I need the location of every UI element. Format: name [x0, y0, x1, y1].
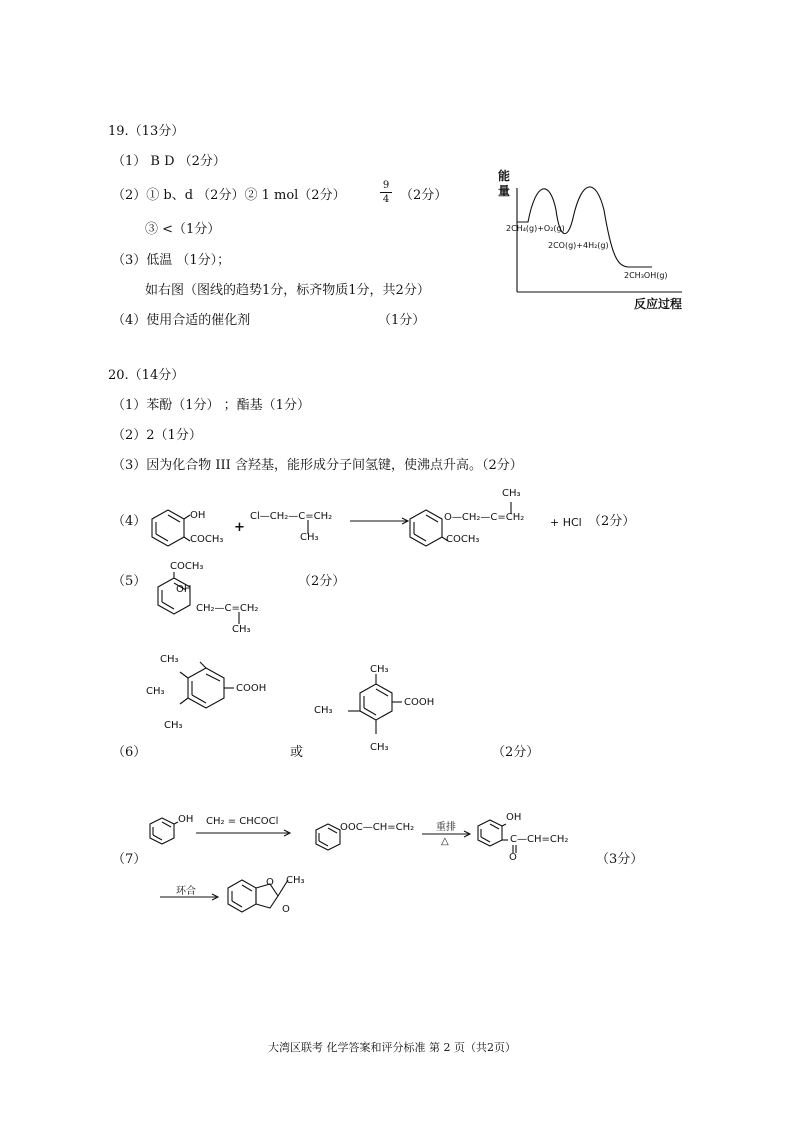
q19-line-2a: （2）① b、d （2分）② 1 mol（2分） [112, 188, 346, 203]
energy-ylabel-top: 能 [498, 169, 511, 183]
ch3-6b-top: CH₃ [370, 664, 389, 675]
ketone-chain-7: C—CH=CH₂ [510, 834, 569, 845]
q20-part-5-score: （2分） [298, 574, 346, 589]
q19-fraction [380, 180, 392, 205]
q20-line-1: （1）苯酚（1分） ；酯基（1分） [112, 398, 310, 413]
oh-group-7a: OH [178, 814, 194, 825]
q19-line-6-score: （1分） [378, 313, 426, 328]
q20-part-6-or: 或 [290, 745, 304, 760]
ketone-o-7: O [282, 904, 290, 915]
q20-part-7-score: （3分） [596, 852, 644, 867]
coch3-group-4a: COCH₃ [190, 534, 224, 545]
methyl-7: CH₃ [286, 875, 305, 886]
page-footer: 大湾区联考 化学答案和评分标准 第 2 页（共2页） [268, 1041, 516, 1054]
energy-label-product: 2CH₃OH(g) [624, 271, 668, 280]
q19-line-6: （4）使用合适的催化剂 [112, 313, 251, 328]
cyclization-label: 环合 [176, 886, 196, 897]
cooh-6b: COOH [404, 697, 435, 708]
benzene-ring-6b [336, 672, 406, 752]
fraction-numerator: 9 [382, 180, 390, 191]
ch3-6a-bottom: CH₃ [164, 720, 183, 731]
fraction-denominator: 4 [382, 194, 390, 205]
ketone-ring-7 [476, 818, 506, 848]
benzene-ring-4b [406, 508, 446, 548]
benzene-ring-6a [180, 662, 240, 718]
q19-line-5: 如右图（图线的趋势1分，标齐物质1分，共2分） [145, 283, 430, 298]
ch3-6a-top: CH₃ [160, 654, 179, 665]
plus-sign-4: + [234, 520, 245, 535]
rearrangement-label: 重排 [436, 822, 456, 833]
q19-title: 19.（13分） [108, 124, 185, 139]
q20-part-5-label: （5） [112, 574, 147, 589]
heat-label: △ [441, 836, 449, 847]
q20-part-6-score: （2分） [492, 745, 540, 760]
phenol-ring-7 [148, 816, 178, 846]
cooh-6a: COOH [236, 683, 267, 694]
ch3-6a-mid: CH₃ [146, 686, 165, 697]
reaction-arrow-7a [196, 828, 292, 838]
coch3-group-4b: COCH₃ [446, 534, 480, 545]
q19-line-2b: （2分） [400, 188, 448, 203]
q19-line-4: （3）低温 （1分）； [112, 253, 231, 268]
coch3-group-5: COCH₃ [170, 561, 204, 572]
q20-part-4-label: （4） [112, 514, 147, 529]
energy-label-intermediate: 2CO(g)+4H₂(g) [548, 241, 609, 250]
reaction-arrow-7c [160, 892, 220, 902]
q19-line-3: ③ <（1分） [145, 222, 221, 237]
reaction-arrow-4 [350, 516, 410, 526]
allyl-chloride: Cl—CH₂—C=CH₂ [250, 511, 333, 522]
ether-chain-4b: O—CH₂—C=CH₂ [444, 512, 525, 523]
ch3-branch-4b: CH₃ [502, 488, 521, 499]
q20-part-7-label: （7） [112, 852, 147, 867]
ring-oxygen-7: O [266, 877, 274, 888]
hcl-product: + HCl [550, 516, 582, 529]
oh-group-7c: OH [506, 812, 522, 823]
energy-label-reactant: 2CH₄(g)+O₂(g) [506, 224, 565, 233]
side-chain-5: CH₂—C=CH₂ [196, 603, 259, 614]
reagent-7: CH₂ = CHCOCl [206, 816, 279, 827]
q20-title: 20.（14分） [108, 368, 185, 383]
ester-chain-7: OOC—CH=CH₂ [340, 822, 415, 833]
carbonyl-o-7: O [509, 852, 517, 863]
q20-line-3: （3）因为化合物 III 含羟基，能形成分子间氢键，使沸点升高。（2分） [112, 458, 523, 473]
fraction-bar [380, 192, 392, 193]
oh-group-4a: OH [190, 510, 206, 521]
q20-part-6-label: （6） [112, 745, 147, 760]
benzene-ring-4a [148, 508, 188, 548]
methyl-bond-4b [506, 498, 516, 518]
q19-line-1: （1） B D （2分） [112, 154, 226, 169]
q20-line-2: （2）2（1分） [112, 428, 202, 443]
ch3-6b-bottom: CH₃ [370, 742, 389, 753]
energy-ylabel-bottom: 量 [498, 184, 511, 198]
ch3-branch-5: CH₃ [232, 624, 251, 635]
ch3-6b-left: CH₃ [314, 705, 333, 716]
energy-xlabel: 反应过程 [634, 297, 683, 311]
q20-part-4-score: （2分） [588, 514, 636, 529]
oh-group-5: OH [176, 584, 192, 595]
ch3-branch-4a: CH₃ [300, 532, 319, 543]
